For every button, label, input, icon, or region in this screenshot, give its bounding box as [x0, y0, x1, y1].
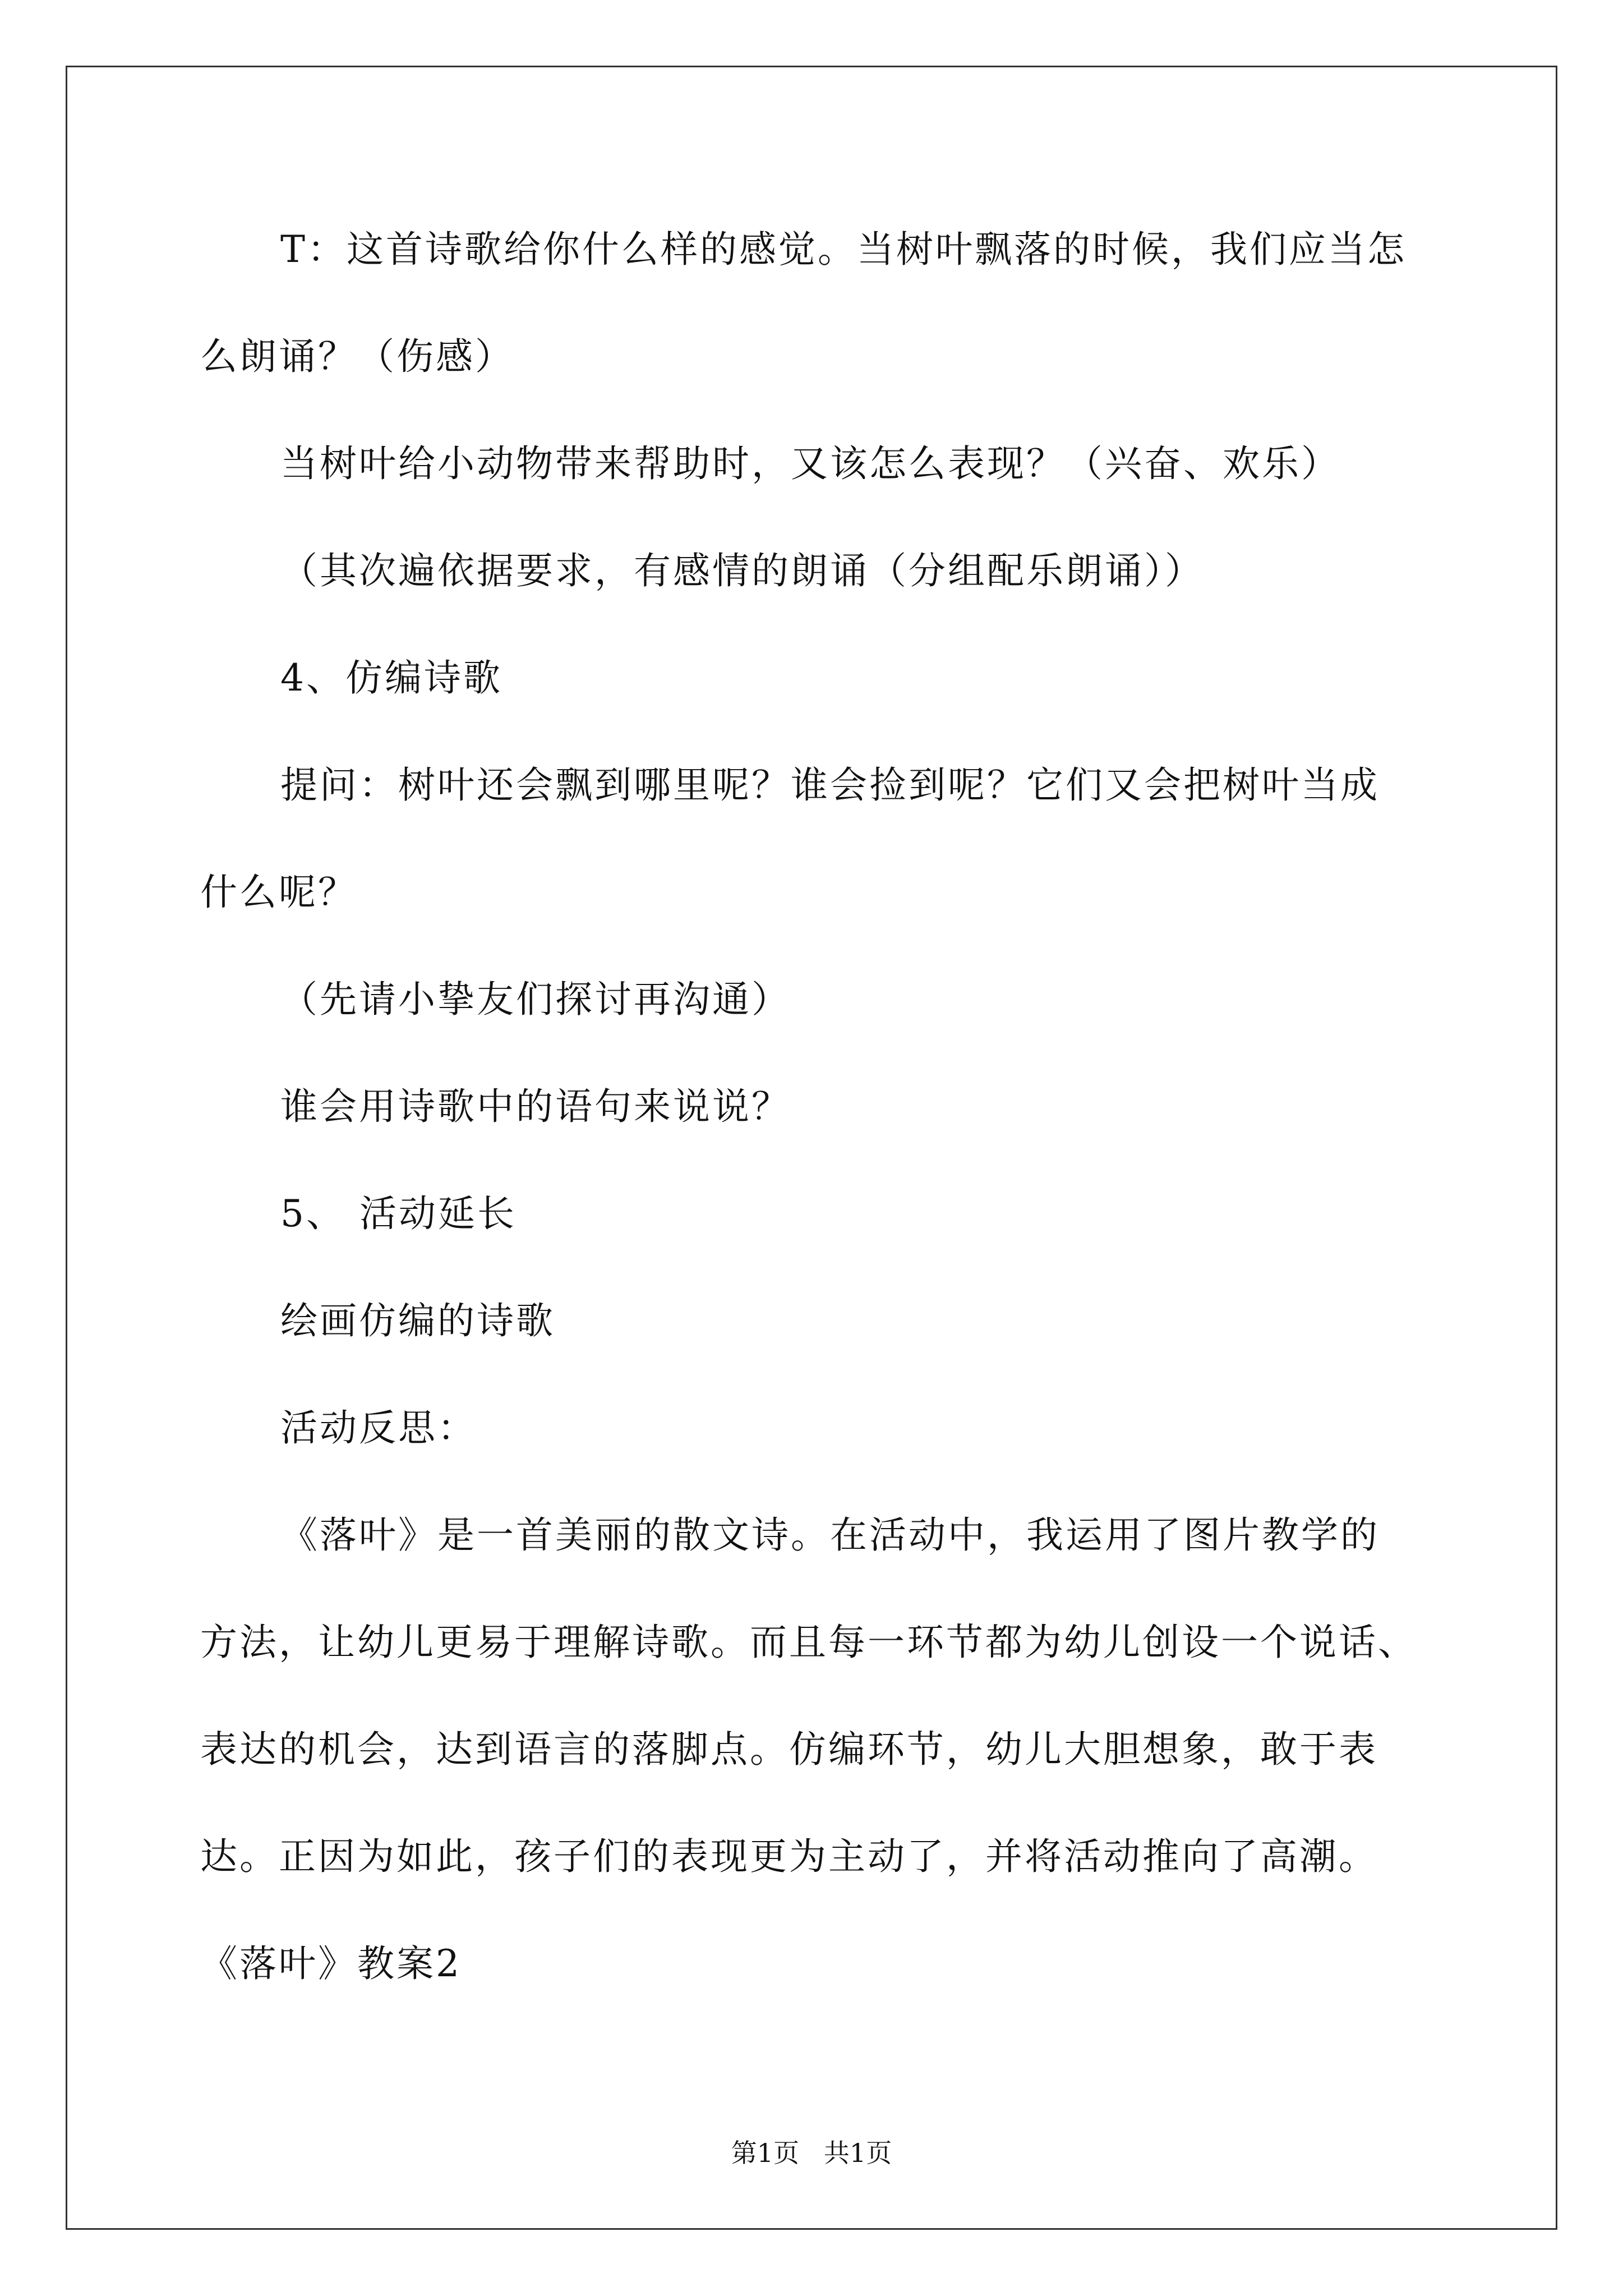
- section-heading: 活动反思：: [280, 1406, 477, 1450]
- text-line: 谁会用诗歌中的语句来说说？: [280, 1085, 791, 1128]
- text-line: 达。正因为如此，孩子们的表现更为主动了，并将活动推向了高潮。: [200, 1835, 1378, 1878]
- text-line: 么朗诵？（伤感）: [200, 335, 514, 378]
- page-footer: 第1页 共1页: [731, 2138, 892, 2168]
- document-subtitle: 《落叶》教案2: [200, 1942, 462, 1985]
- text-line: 方法，让幼儿更易于理解诗歌。而且每一环节都为幼儿创设一个说话、: [200, 1621, 1417, 1664]
- text-line: （先请小挚友们探讨再沟通）: [280, 978, 791, 1021]
- text-line: （其次遍依据要求，有感情的朗诵（分组配乐朗诵））: [280, 549, 1204, 592]
- text-line: 提问：树叶还会飘到哪里呢？谁会捡到呢？它们又会把树叶当成: [280, 763, 1380, 807]
- section-heading: 5、 活动延长: [280, 1192, 517, 1235]
- section-heading: 4、仿编诗歌: [280, 656, 502, 700]
- page-border: [66, 66, 1557, 2230]
- text-line: 什么呢？: [200, 871, 357, 914]
- text-line: 当树叶给小动物带来帮助时，又该怎么表现？（兴奋、欢乐）: [280, 442, 1340, 485]
- text-line: 《落叶》是一首美丽的散文诗。在活动中，我运用了图片教学的: [280, 1513, 1380, 1557]
- text-line: 表达的机会，达到语言的落脚点。仿编环节，幼儿大胆想象，敢于表: [200, 1728, 1378, 1771]
- text-line: 绘画仿编的诗歌: [280, 1299, 555, 1342]
- text-line: T：这首诗歌给你什么样的感觉。当树叶飘落的时候，我们应当怎: [280, 228, 1407, 271]
